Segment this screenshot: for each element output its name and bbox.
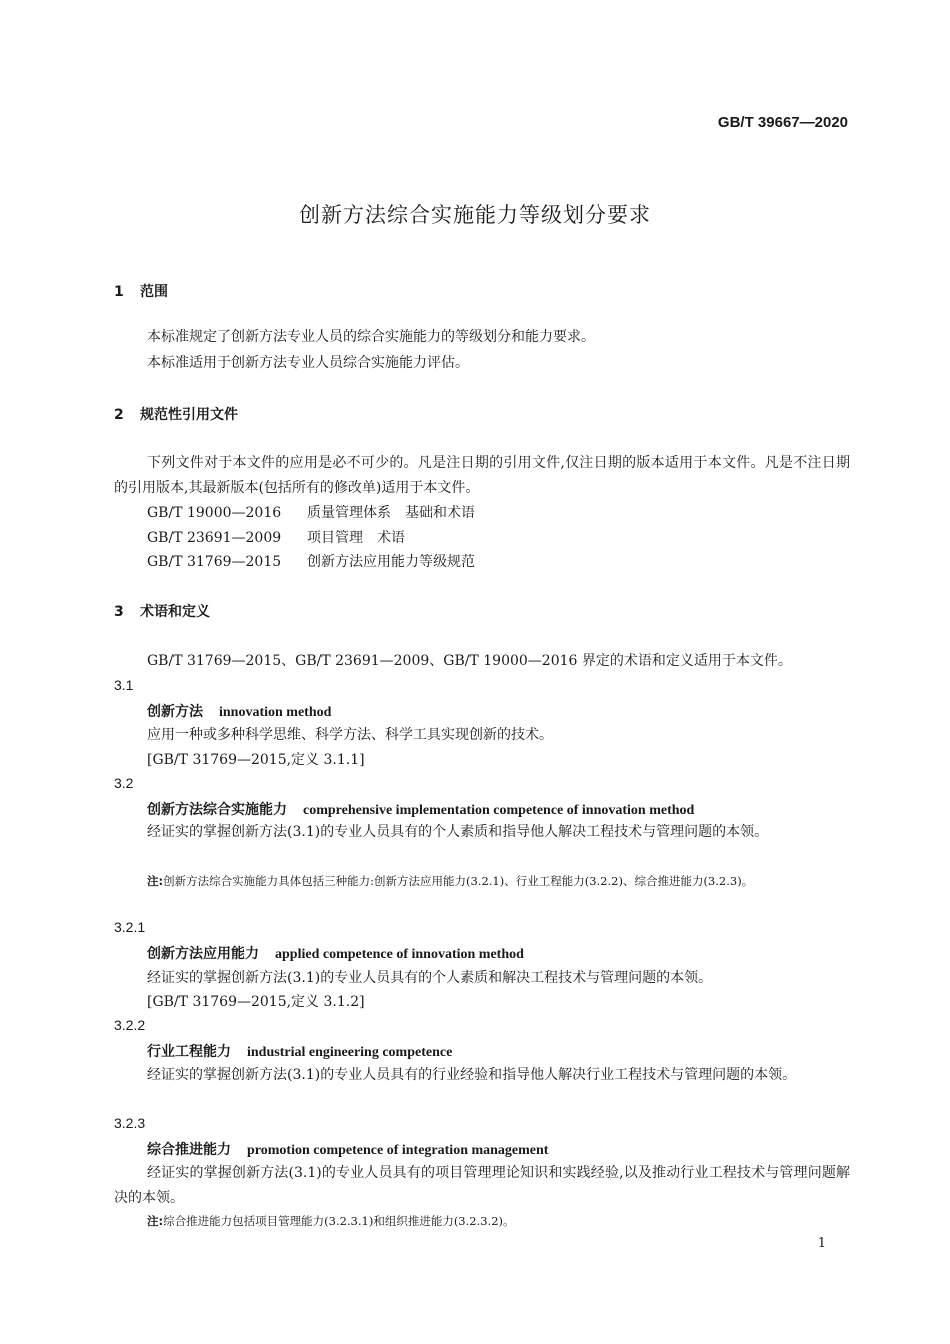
note-label: 注:: [147, 1214, 164, 1228]
note-label: 注:: [147, 874, 164, 888]
section-title: 范围: [140, 284, 168, 300]
term-en: industrial engineering competence: [247, 1045, 453, 1060]
clause-number: 3.1: [114, 677, 134, 693]
reference-item: [147, 551, 475, 571]
term-heading: [147, 943, 524, 963]
normative-intro: 下列文件对于本文件的应用是必不可少的。凡是注日期的引用文件,仅注日期的版本适用于本文件。凡是不注日期的引用版本,其最新版本(包括所有的修改单)适用于本文件。: [114, 455, 850, 496]
clause-number: 3.2.1: [114, 919, 146, 935]
scope-paragraph-2: 本标准适用于创新方法专业人员综合实施能力评估。: [147, 355, 469, 371]
clause-number: 3.2.3: [114, 1115, 146, 1131]
term-zh: 行业工程能力: [147, 1044, 231, 1060]
reference-name: 创新方法应用能力等级规范: [307, 554, 475, 570]
section-number: 1: [114, 284, 124, 300]
page-number: 1: [817, 1236, 826, 1251]
term-heading: [147, 799, 694, 819]
reference-name: 项目管理 术语: [307, 530, 405, 546]
reference-code: GB/T 31769—2015: [147, 554, 282, 570]
term-definition: 经证实的掌握创新方法(3.1)的专业人员具有的行业经验和指导他人解决行业工程技术与管理问题的本领。: [147, 1067, 797, 1083]
note: [147, 1210, 852, 1232]
section-1-heading: [114, 281, 168, 301]
term-definition: 应用一种或多种科学思维、科学方法、科学工具实现创新的技术。: [147, 727, 553, 743]
term-zh: 创新方法应用能力: [147, 946, 259, 962]
term-source: [GB/T 31769—2015,定义 3.1.1]: [147, 752, 365, 768]
term-heading: [147, 1139, 548, 1159]
document-title: 创新方法综合实施能力等级划分要求: [299, 203, 651, 227]
section-number: 2: [114, 407, 124, 423]
reference-code: GB/T 19000—2016: [147, 505, 282, 521]
reference-code: GB/T 23691—2009: [147, 530, 282, 546]
section-title: 规范性引用文件: [140, 407, 238, 423]
term-en: promotion competence of integration management: [247, 1143, 549, 1158]
scope-paragraph-1: 本标准规定了创新方法专业人员的综合实施能力的等级划分和能力要求。: [147, 329, 595, 345]
term-source: [GB/T 31769—2015,定义 3.1.2]: [147, 994, 365, 1010]
term-heading: [147, 1041, 452, 1061]
term-zh: 创新方法: [147, 704, 203, 720]
section-title: 术语和定义: [140, 604, 210, 620]
clause-number: 3.2.2: [114, 1017, 146, 1033]
section-2-heading: [114, 404, 238, 424]
reference-item: [147, 527, 405, 547]
term-en: applied competence of innovation method: [275, 947, 524, 962]
term-definition: 经证实的掌握创新方法(3.1)的专业人员具有的项目管理理论知识和实践经验,以及推动行业工程技术与管理问题解决的本领。: [114, 1165, 850, 1206]
reference-item: [147, 502, 475, 522]
term-heading: [147, 701, 331, 721]
clause-number: 3.2: [114, 775, 134, 791]
term-definition: 经证实的掌握创新方法(3.1)的专业人员具有的个人素质和指导他人解决工程技术与管理问题的本领。: [147, 824, 769, 840]
reference-name: 质量管理体系 基础和术语: [307, 505, 475, 521]
standard-number: GB/T 39667—2020: [717, 114, 848, 131]
term-definition: 经证实的掌握创新方法(3.1)的专业人员具有的个人素质和解决工程技术与管理问题的本领。: [147, 970, 713, 986]
terms-intro: GB/T 31769—2015、GB/T 23691—2009、GB/T 19000—2016 界定的术语和定义适用于本文件。: [147, 653, 792, 669]
term-zh: 创新方法综合实施能力: [147, 802, 287, 818]
note: [147, 870, 852, 892]
section-3-heading: [114, 601, 210, 621]
term-zh: 综合推进能力: [147, 1142, 231, 1158]
section-number: 3: [114, 604, 124, 620]
term-en: comprehensive implementation competence of innovation method: [303, 803, 695, 818]
note-text: 综合推进能力包括项目管理能力(3.2.3.1)和组织推进能力(3.2.3.2)。: [163, 1214, 515, 1228]
term-en: innovation method: [219, 705, 332, 720]
note-text: 创新方法综合实施能力具体包括三种能力:创新方法应用能力(3.2.1)、行业工程能力(3.2.2)、综合推进能力(3.2.3)。: [163, 874, 754, 888]
